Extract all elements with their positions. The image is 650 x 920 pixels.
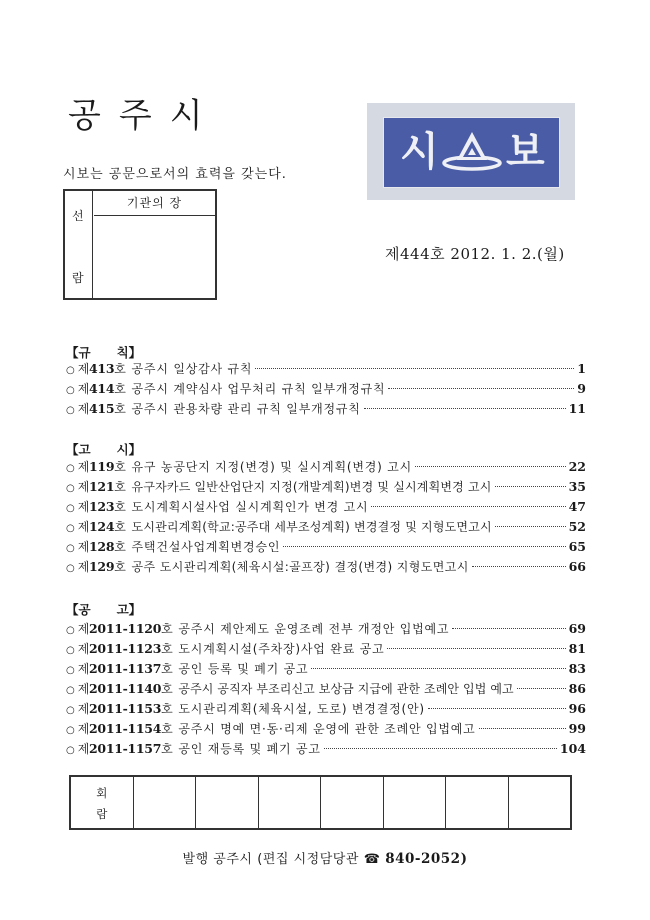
sibo-logo bbox=[367, 103, 575, 200]
phone-number: 840-2052 bbox=[385, 851, 461, 867]
section-heading-notices: 【고 시】 bbox=[66, 442, 142, 457]
leader-dots bbox=[324, 748, 557, 749]
issue-date: 2012. 1. 2.(월) bbox=[450, 245, 565, 263]
toc-title: 공주시 계약심사 업무처리 규칙 일부개정규칙 bbox=[131, 382, 386, 396]
toc-title: 유구 농공단지 지정(변경) 및 실시계획(변경) 고시 bbox=[131, 460, 412, 474]
toc-item[interactable]: ○ 제413호 공주시 일상감사 규칙 1 bbox=[66, 360, 586, 378]
toc-title: 공주시 제안제도 운영조례 전부 개정안 입법예고 bbox=[178, 622, 450, 636]
toc-item[interactable]: ○ 제2011-1153호 도시관리계획(체육시설, 도로) 변경결정(안) 96 bbox=[66, 700, 586, 718]
toc-page: 9 bbox=[577, 381, 586, 396]
bullet-icon: ○ bbox=[66, 385, 75, 396]
review-side-top: 선 bbox=[72, 209, 84, 223]
bullet-icon: ○ bbox=[66, 685, 75, 696]
publisher: 발행 공주시 bbox=[182, 852, 253, 867]
toc-item[interactable]: ○ 제2011-1154호 공주시 명예 면·동·리제 운영에 관한 조례안 입법예고 99 bbox=[66, 720, 586, 738]
toc-item[interactable]: ○ 제2011-1157호 공인 재등록 및 폐기 공고 104 bbox=[66, 740, 586, 758]
toc-title: 도시관리계획(학교:공주대 세부조성계획) 변경결정 및 지형도면고시 bbox=[131, 520, 492, 534]
toc-item[interactable]: ○ 제119호 유구 농공단지 지정(변경) 및 실시계획(변경) 고시 22 bbox=[66, 458, 586, 476]
circulation-label-top: 회 bbox=[96, 786, 108, 800]
leader-dots bbox=[495, 486, 566, 487]
toc-title: 공주 도시관리계획(체육시설:골프장) 결정(변경) 지형도면고시 bbox=[131, 560, 469, 574]
toc-item[interactable]: ○ 제2011-1120호 공주시 제안제도 운영조례 전부 개정안 입법예고 69 bbox=[66, 620, 586, 638]
toc-page: 96 bbox=[568, 701, 586, 716]
toc-item[interactable]: ○ 제129호 공주 도시관리계획(체육시설:골프장) 결정(변경) 지형도면고시 66 bbox=[66, 558, 586, 576]
toc-page: 99 bbox=[568, 721, 586, 736]
effect-note: 시보는 공문으로서의 효력을 갖는다. bbox=[63, 167, 287, 182]
circulation-cell bbox=[134, 777, 197, 828]
toc-title: 주택건설사업계획변경승인 bbox=[131, 540, 281, 554]
circulation-cell bbox=[446, 777, 509, 828]
section-heading-rules: 【규 칙】 bbox=[66, 345, 142, 360]
toc-page: 65 bbox=[568, 539, 586, 554]
toc-item[interactable]: ○ 제128호 주택건설사업계획변경승인 65 bbox=[66, 538, 586, 556]
bullet-icon: ○ bbox=[66, 625, 75, 636]
leader-dots bbox=[364, 408, 566, 409]
section-heading-announcements: 【공 고】 bbox=[66, 602, 142, 617]
toc-page: 69 bbox=[568, 621, 586, 636]
toc-item[interactable]: ○ 제2011-1137호 공인 등록 및 폐기 공고 83 bbox=[66, 660, 586, 678]
toc-item[interactable]: ○ 제414호 공주시 계약심사 업무처리 규칙 일부개정규칙 9 bbox=[66, 380, 586, 398]
bullet-icon: ○ bbox=[66, 523, 75, 534]
toc-title: 공주시 관용차량 관리 규칙 일부개정규칙 bbox=[131, 402, 361, 416]
leader-dots bbox=[495, 526, 566, 527]
circulation-cell bbox=[259, 777, 322, 828]
publisher-footer: 발행 공주시 (편집 시정담당관 ☎ 840-2052) bbox=[182, 851, 468, 867]
city-title: 공주시 bbox=[68, 96, 221, 136]
toc-page: 22 bbox=[568, 459, 586, 474]
mountain-emblem-icon bbox=[441, 130, 503, 172]
leader-dots bbox=[415, 466, 566, 467]
leader-dots bbox=[311, 668, 565, 669]
leader-dots bbox=[517, 688, 566, 689]
bullet-icon: ○ bbox=[66, 705, 75, 716]
leader-dots bbox=[283, 546, 565, 547]
circulation-label-cell bbox=[71, 777, 134, 828]
review-header: 기관의 장 bbox=[94, 191, 215, 216]
bullet-icon: ○ bbox=[66, 725, 75, 736]
review-box bbox=[63, 189, 217, 300]
toc-page: 66 bbox=[568, 559, 586, 574]
toc-item[interactable]: ○ 제123호 도시계획시설사업 실시계획인가 변경 고시 47 bbox=[66, 498, 586, 516]
toc-title: 공인 등록 및 폐기 공고 bbox=[178, 662, 309, 676]
review-side-label bbox=[65, 191, 93, 298]
leader-dots bbox=[387, 648, 565, 649]
bullet-icon: ○ bbox=[66, 503, 75, 514]
sibo-logo-inner bbox=[383, 117, 560, 188]
leader-dots bbox=[371, 506, 565, 507]
toc-item[interactable]: ○ 제2011-1123호 도시계획시설(주차장)사업 완료 공고 81 bbox=[66, 640, 586, 658]
toc-item[interactable]: ○ 제124호 도시관리계획(학교:공주대 세부조성계획) 변경결정 및 지형도면고시 52 bbox=[66, 518, 586, 536]
leader-dots bbox=[479, 728, 566, 729]
toc-item[interactable]: ○ 제121호 유구자카드 일반산업단지 지정(개발계획)변경 및 실시계획변경 고시 35 bbox=[66, 478, 586, 496]
logo-char-bo: 보 bbox=[506, 129, 545, 175]
toc-page: 83 bbox=[568, 661, 586, 676]
bullet-icon: ○ bbox=[66, 645, 75, 656]
circulation-cell bbox=[384, 777, 447, 828]
leader-dots bbox=[428, 708, 566, 709]
toc-item[interactable]: ○ 제2011-1140호 공주시 공직자 부조리신고 보상금 지급에 관한 조례안 입법 예고 86 bbox=[66, 680, 586, 698]
toc-title: 공주시 일상감사 규칙 bbox=[131, 362, 253, 376]
toc-title: 공인 재등록 및 폐기 공고 bbox=[178, 742, 321, 756]
circulation-cell bbox=[509, 777, 571, 828]
toc-page: 47 bbox=[568, 499, 586, 514]
leader-dots bbox=[472, 566, 566, 567]
issue-number: 제444호 bbox=[385, 245, 446, 263]
bullet-icon: ○ bbox=[66, 665, 75, 676]
leader-dots bbox=[452, 628, 565, 629]
editor: (편집 시정담당관 bbox=[257, 852, 359, 867]
circulation-label-bottom: 람 bbox=[96, 807, 108, 821]
toc-page: 81 bbox=[568, 641, 586, 656]
toc-page: 52 bbox=[568, 519, 586, 534]
toc-title: 공주시 명예 면·동·리제 운영에 관한 조례안 입법예고 bbox=[178, 722, 476, 736]
circulation-cell bbox=[196, 777, 259, 828]
bullet-icon: ○ bbox=[66, 543, 75, 554]
review-side-bottom: 람 bbox=[72, 271, 84, 285]
toc-title: 도시관리계획(체육시설, 도로) 변경결정(안) bbox=[178, 702, 425, 716]
toc-page: 11 bbox=[568, 401, 586, 416]
toc-item[interactable]: ○ 제415호 공주시 관용차량 관리 규칙 일부개정규칙 11 bbox=[66, 400, 586, 418]
bullet-icon: ○ bbox=[66, 563, 75, 574]
bullet-icon: ○ bbox=[66, 463, 75, 474]
toc-page: 86 bbox=[568, 681, 586, 696]
circulation-table bbox=[69, 775, 572, 830]
telephone-icon: ☎ bbox=[363, 852, 381, 867]
leader-dots bbox=[255, 368, 574, 369]
issue-info bbox=[385, 243, 565, 264]
bullet-icon: ○ bbox=[66, 365, 75, 376]
toc-title: 공주시 공직자 부조리신고 보상금 지급에 관한 조례안 입법 예고 bbox=[178, 682, 514, 696]
toc-page: 1 bbox=[577, 361, 586, 376]
bullet-icon: ○ bbox=[66, 745, 75, 756]
logo-char-si: 시 bbox=[400, 129, 439, 175]
toc-title: 도시계획시설(주차장)사업 완료 공고 bbox=[178, 642, 385, 656]
circulation-cell bbox=[321, 777, 384, 828]
toc-title: 유구자카드 일반산업단지 지정(개발계획)변경 및 실시계획변경 고시 bbox=[131, 480, 492, 494]
toc-page: 35 bbox=[568, 479, 586, 494]
toc-page: 104 bbox=[559, 741, 586, 756]
toc-title: 도시계획시설사업 실시계획인가 변경 고시 bbox=[131, 500, 369, 514]
bullet-icon: ○ bbox=[66, 483, 75, 494]
leader-dots bbox=[388, 388, 574, 389]
bullet-icon: ○ bbox=[66, 405, 75, 416]
